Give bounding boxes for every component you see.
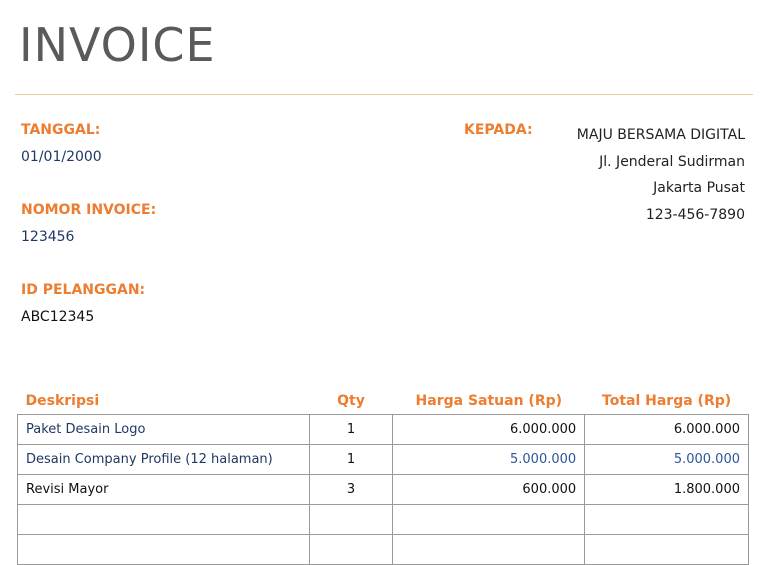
header-total-price: Total Harga (Rp) [585, 388, 749, 415]
cell-qty [309, 505, 393, 535]
cell-unit-price [393, 505, 585, 535]
recipient-address-line2: Jakarta Pusat [653, 180, 745, 196]
cell-unit-price: 6.000.000 [393, 415, 585, 445]
invoice-number-label: NOMOR INVOICE: [21, 202, 157, 218]
recipient-address-line1: Jl. Jenderal Sudirman [599, 153, 745, 170]
invoice-title: INVOICE [19, 18, 216, 72]
cell-total-price: 6.000.000 [585, 415, 749, 445]
cell-description: Revisi Mayor [18, 475, 310, 505]
customer-id-value: ABC12345 [21, 309, 95, 325]
cell-total-price: 5.000.000 [585, 445, 749, 475]
invoice-number-value: 123456 [21, 229, 75, 245]
cell-description: Paket Desain Logo [18, 415, 310, 445]
table-row [18, 445, 749, 475]
invoice-items-table [17, 388, 749, 565]
table-header-row [18, 388, 749, 415]
cell-qty: 1 [309, 415, 393, 445]
cell-total-price [585, 505, 749, 535]
header-unit-price: Harga Satuan (Rp) [393, 388, 585, 415]
cell-total-price [585, 535, 749, 565]
cell-unit-price: 600.000 [393, 475, 585, 505]
recipient-block [577, 122, 745, 228]
cell-qty [309, 535, 393, 565]
recipient-label: KEPADA: [464, 122, 533, 138]
recipient-phone: 123-456-7890 [645, 206, 745, 223]
header-divider [15, 94, 753, 95]
table-row [18, 475, 749, 505]
table-row [18, 505, 749, 535]
table-row [18, 415, 749, 445]
header-description: Deskripsi [18, 388, 310, 415]
cell-description [18, 505, 310, 535]
date-label: TANGGAL: [21, 122, 101, 138]
cell-qty: 1 [309, 445, 393, 475]
recipient-name: MAJU BERSAMA DIGITAL [576, 127, 745, 143]
customer-id-label: ID PELANGGAN: [21, 282, 146, 298]
cell-total-price: 1.800.000 [585, 475, 749, 505]
cell-qty: 3 [309, 475, 393, 505]
table-row [18, 535, 749, 565]
cell-unit-price [393, 535, 585, 565]
cell-description [18, 535, 310, 565]
cell-description: Desain Company Profile (12 halaman) [18, 445, 310, 475]
cell-unit-price: 5.000.000 [393, 445, 585, 475]
header-qty: Qty [309, 388, 393, 415]
date-value: 01/01/2000 [21, 149, 102, 165]
